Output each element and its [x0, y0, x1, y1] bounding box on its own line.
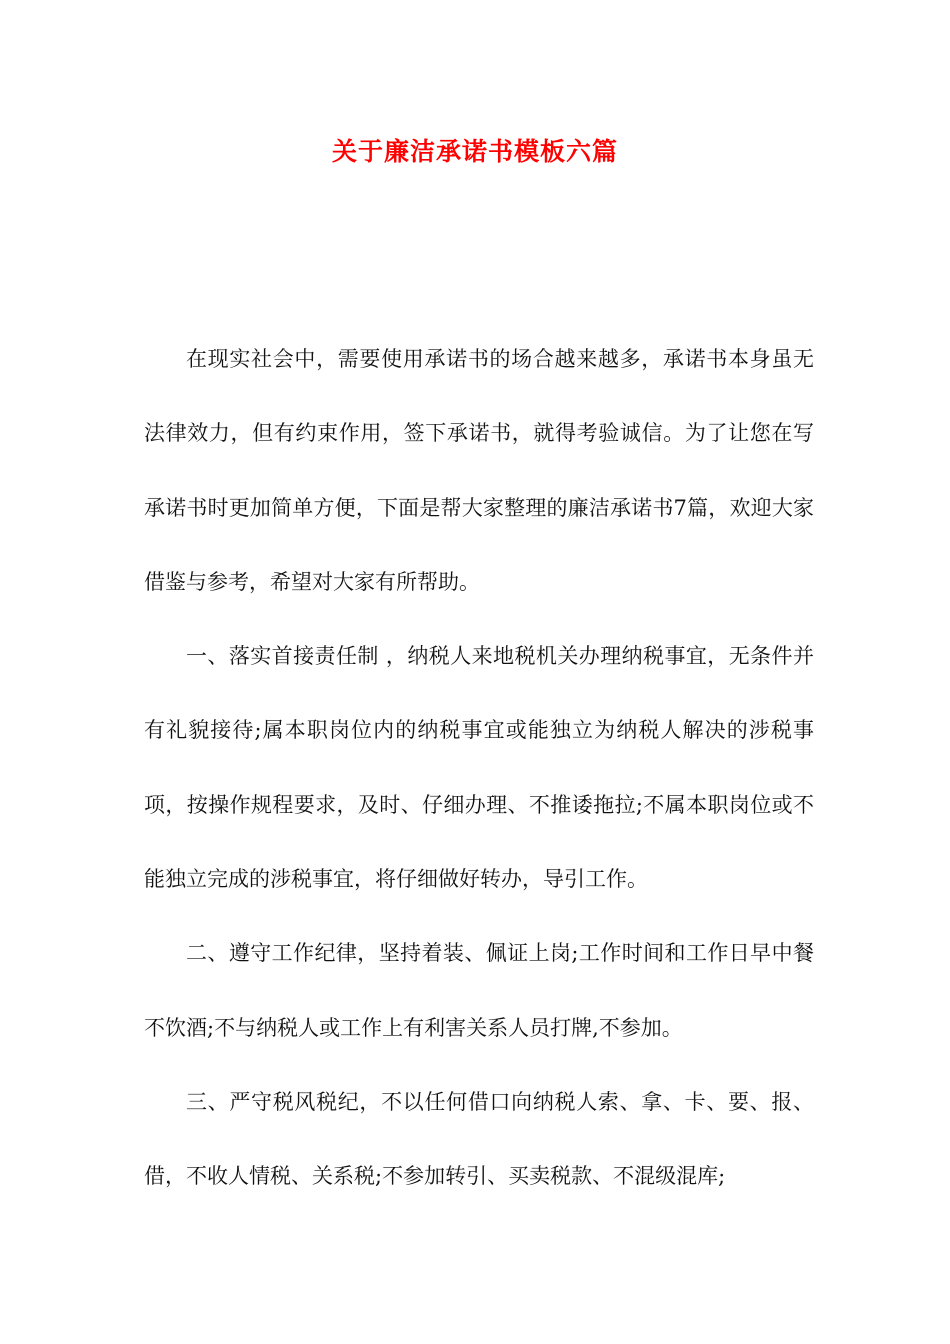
paragraph-item-2: 二、遵守工作纪律，坚持着装、佩证上岗;工作时间和工作日早中餐不饮酒;不与纳税人或工作上有利害关系人员打牌,不参加。: [144, 941, 814, 1040]
document-title: 关于廉洁承诺书模板六篇: [331, 137, 618, 166]
paragraph-item-3: 三、严守税风税纪，不以任何借口向纳税人索、拿、卡、要、报、借，不收人情税、关系税;不参加转引、买卖税款、不混级混库;: [144, 1089, 814, 1189]
document-body: [144, 322, 814, 1214]
paragraph-intro: 在现实社会中，需要使用承诺书的场合越来越多，承诺书本身虽无法律效力，但有约束作用，签下承诺书，就得考验诚信。为了让您在写承诺书时更加简单方便，下面是帮大家整理的廉洁承诺书7篇，欢迎大家借鉴与参考，希望对大家有所帮助。: [144, 347, 814, 594]
paragraph-item-1: 一、落实首接责任制 ，纳税人来地税机关办理纳税事宜，无条件并有礼貌接待;属本职岗位内的纳税事宜或能独立为纳税人解决的涉税事项，按操作规程要求，及时、仔细办理、不推诿拖拉;不属本职岗位或不能独立完成的涉税事宜，将仔细做好转办，导引工作。: [144, 644, 814, 892]
